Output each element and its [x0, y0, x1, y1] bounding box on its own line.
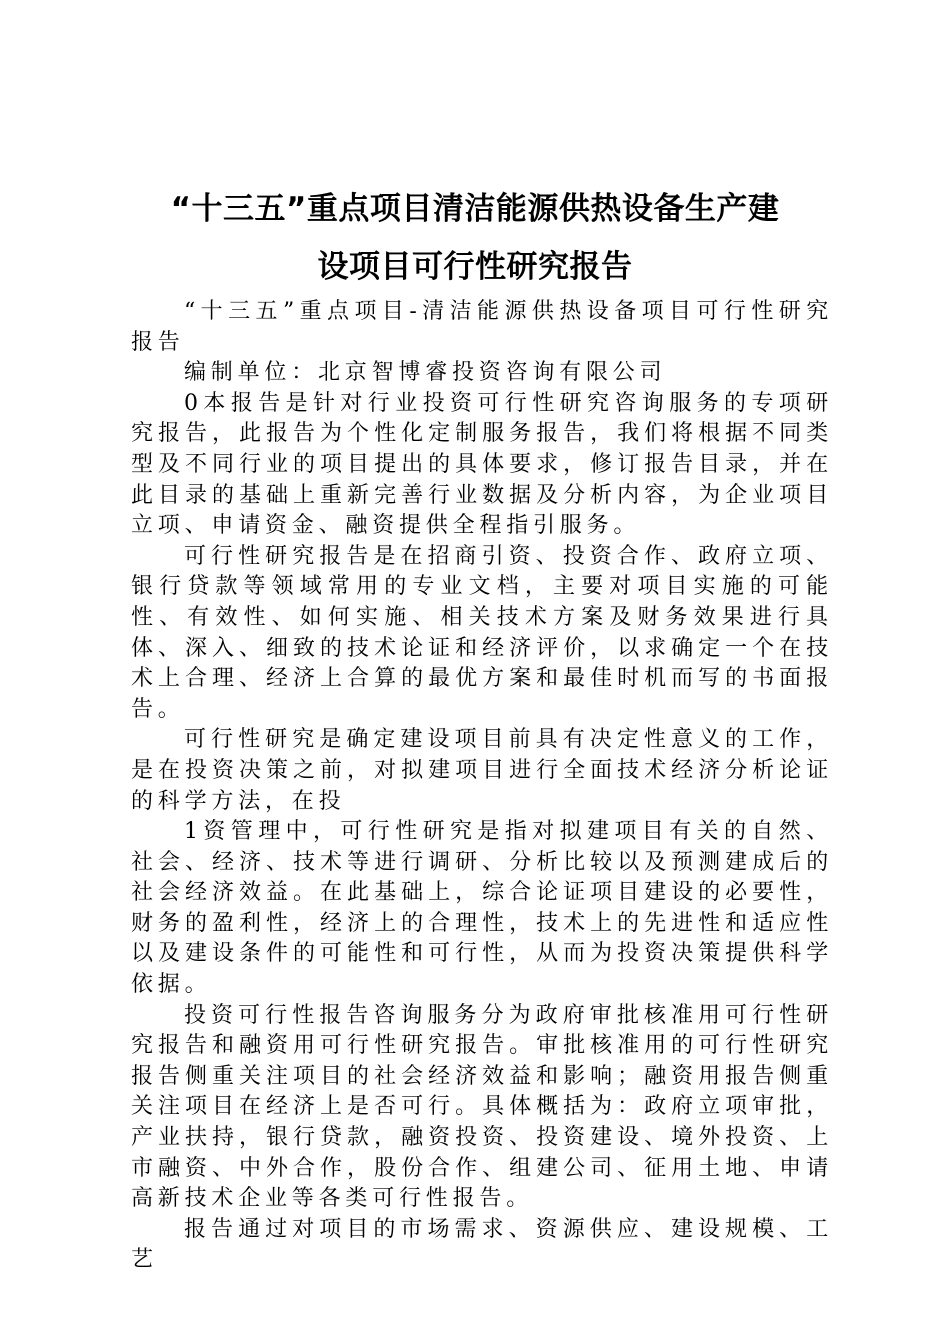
title-line-1: “十三五”重点项目清洁能源供热设备生产建 [170, 191, 780, 227]
paragraph-subtitle: “十三五”重点项目-清洁能源供热设备项目可行性研究报告 [131, 299, 833, 355]
document-body [131, 297, 833, 1276]
paragraph: 投资可行性报告咨询服务分为政府审批核准用可行性研究报告和融资用可行性研究报告。审批核准用的可行性研究报告侧重关注项目的社会经济效益和影响；融资用报告侧重关注项目在经济上是否可行。具体概括为：政府立项审批，产业扶持，银行贷款，融资投资、投资建设、境外投资、上市融资、中外合作，股份合作、组建公司、征用土地、申请高新技术企业等各类可行性报告。 [131, 1002, 833, 1212]
title-line-2: 设项目可行性研究报告 [317, 249, 633, 285]
document-title [120, 180, 830, 296]
paragraph: 报告通过对项目的市场需求、资源供应、建设规模、工艺 [131, 1216, 833, 1273]
paragraph: 1资管理中，可行性研究是指对拟建项目有关的自然、社会、经济、技术等进行调研、分析比较以及预测建成后的社会经济效益。在此基础上，综合论证项目建设的必要性，财务的盈利性，经济上的合理性，技术上的先进性和适应性以及建设条件的可能性和可行性，从而为投资决策提供科学依据。 [131, 819, 833, 998]
paragraph: 可行性研究报告是在招商引资、投资合作、政府立项、银行贷款等领域常用的专业文档，主要对项目实施的可能性、有效性、如何实施、相关技术方案及财务效果进行具体、深入、细致的技术论证和经济评价，以求确定一个在技术上合理、经济上合算的最优方案和最佳时机而写的书面报告。 [131, 543, 833, 722]
paragraph: 0本报告是针对行业投资可行性研究咨询服务的专项研究报告，此报告为个性化定制服务报告，我们将根据不同类型及不同行业的项目提出的具体要求，修订报告目录，并在此目录的基础上重新完善行业数据及分析内容，为企业项目立项、申请资金、融资提供全程指引服务。 [131, 390, 833, 539]
paragraph: 可行性研究是确定建设项目前具有决定性意义的工作，是在投资决策之前，对拟建项目进行全面技术经济分析论证的科学方法，在投 [131, 727, 833, 814]
paragraph-compiler: 编制单位：北京智博睿投资咨询有限公司 [184, 360, 667, 386]
